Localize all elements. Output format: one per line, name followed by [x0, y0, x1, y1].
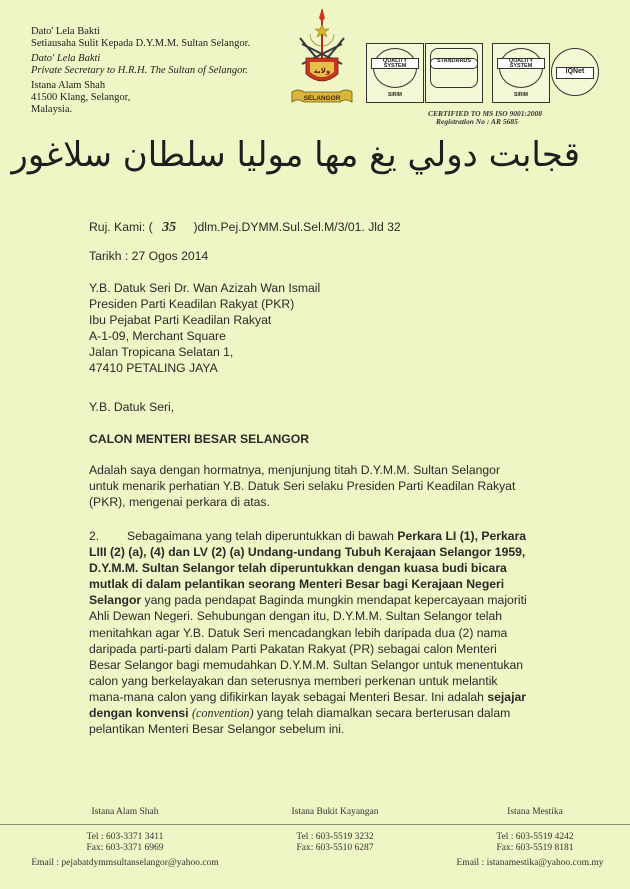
- paragraph-line: menitahkan agar Y.B. Datuk Seri mencadangkan lebih daripada dua (2) nama: [89, 625, 508, 640]
- sender-role-english: Private Secretary to H.R.H. The Sultan of Selangor.: [31, 65, 248, 76]
- cert-label: QUALITY SYSTEM: [497, 58, 545, 69]
- footer-email: Email : pejabatdymmsultanselangor@yahoo.com: [31, 858, 219, 868]
- reference-line: [89, 219, 401, 236]
- sender-address-line-3: Malaysia.: [31, 104, 73, 115]
- cert-iqnet-badge: [551, 48, 599, 96]
- paragraph-number: 2.: [89, 529, 100, 543]
- sender-title-english: Dato' Lela Bakti: [31, 53, 101, 64]
- reference-suffix: )dlm.Pej.DYMM.Sul.Sel.M/3/01. Jld 32: [193, 220, 401, 234]
- cert-note-iso: CERTIFIED TO MS ISO 9001:2008: [428, 109, 543, 118]
- text-run: yang telah diamalkan secara berterusan dalam: [253, 706, 511, 721]
- letter-subject: CALON MENTERI BESAR SELANGOR: [89, 432, 310, 446]
- text-run-bold: sejajar: [487, 689, 526, 704]
- footer-divider: [0, 824, 630, 825]
- footer-tel: Tel : 603-5519 4242: [496, 832, 574, 842]
- crest-script: ﻭﻻﻳﺔ: [313, 67, 331, 75]
- footer-palace-name: Istana Alam Shah: [91, 807, 159, 817]
- text-run: yang pada pendapat Baginda mungkin mendapat kepercayaan majoriti: [141, 593, 527, 608]
- footer-fax: Fax: 603-5519 8181: [496, 843, 574, 853]
- footer-fax: Fax: 603-5510 6287: [296, 843, 374, 853]
- reference-handwritten-number: 35: [162, 220, 177, 235]
- text-run-bold: Selangor: [89, 593, 142, 608]
- letter-date: Tarikh : 27 Ogos 2014: [89, 249, 209, 263]
- paragraph-line: D.Y.M.M. Sultan Selangor telah diperuntukkan dengan kuasa budi bicara: [89, 561, 507, 576]
- recipient-line: Ibu Pejabat Parti Keadilan Rakyat: [89, 313, 272, 327]
- recipient-line: 47410 PETALING JAYA: [89, 361, 218, 375]
- jawi-banner: قجابت دولي يغ مها موليا سلطان سلاغور: [11, 135, 580, 175]
- paragraph-line: Adalah saya dengan hormatnya, menjunjung titah D.Y.M.M. Sultan Selangor: [89, 463, 501, 477]
- recipient-line: Y.B. Datuk Seri Dr. Wan Azizah Wan Ismail: [89, 281, 321, 295]
- sender-title-malay: Dato' Lela Bakti: [31, 26, 100, 37]
- selangor-crest-logo: [288, 8, 356, 110]
- crest-motto: SELANGOR: [303, 95, 341, 102]
- cert-label: IQNet: [556, 67, 594, 79]
- paragraph-line: [89, 528, 527, 544]
- paragraph-line: (PKR), mengenai perkara di atas.: [89, 495, 270, 510]
- cert-label: QUALITY SYSTEM: [371, 58, 419, 69]
- footer-email: Email : istanamestika@yahoo.com.my: [456, 858, 604, 868]
- text-run: Sebagaimana yang telah diperuntukkan di bawah: [127, 529, 398, 543]
- salutation: Y.B. Datuk Seri,: [89, 400, 175, 414]
- paragraph-line: untuk menarik perhatian Y.B. Datuk Seri selaku Presiden Parti Keadilan Rakyat: [89, 479, 516, 494]
- paragraph-2: [89, 528, 527, 737]
- paragraph-line: Ahli Dewan Negeri. Sehubungan dengan itu, D.Y.M.M. Sultan Selangor telah: [89, 609, 503, 624]
- paragraph-line: [89, 592, 527, 608]
- recipient-line: Presiden Parti Keadilan Rakyat (PKR): [89, 297, 295, 311]
- paragraph-1: [89, 462, 515, 510]
- cert-note-registration: Registration No : AR 5685: [436, 117, 518, 126]
- paragraph-line: daripada parti-parti dalam Parti Pakatan Rakyat (PR) sebagai calon Menteri: [89, 641, 497, 656]
- cert-quality-system-badge: [366, 43, 424, 103]
- footer-tel: Tel : 603-5519 3232: [296, 832, 374, 842]
- text-run-bold: dengan konvensi: [89, 706, 189, 721]
- paragraph-line: pelantikan Menteri Besar Selangor sebelum ini.: [89, 722, 345, 737]
- paragraph-line: [89, 705, 527, 721]
- text-run: mana-mana calon yang difikirkan layak sebagai Menteri Besar. Ini adalah: [89, 689, 488, 704]
- text-run-bold: Perkara LI (1), Perkara: [397, 529, 527, 543]
- cert-standards-badge: [425, 43, 483, 103]
- paragraph-line: LIII (2) (a), (4) dan LV (2) (a) Undang-undang Tubuh Kerajaan Selangor 1959,: [89, 545, 526, 560]
- sender-role-malay: Setiausaha Sulit Kepada D.Y.M.M. Sultan Selangor.: [31, 38, 251, 49]
- sender-address-line-1: Istana Alam Shah: [31, 80, 106, 91]
- cert-mark: SIRIM: [514, 92, 528, 98]
- paragraph-line: [89, 689, 527, 705]
- text-run-italic: (convention): [191, 706, 254, 721]
- paragraph-line: calon yang berkelayakan dan seterusnya memberi perkenan untuk melantik: [89, 673, 498, 688]
- cert-quality-system-badge-2: [492, 43, 550, 103]
- sender-address-line-2: 41500 Klang, Selangor,: [31, 92, 131, 103]
- recipient-line: Jalan Tropicana Selatan 1,: [89, 345, 234, 359]
- footer-tel: Tel : 603-3371 3411: [86, 832, 164, 842]
- cert-mark: SIRIM: [388, 92, 402, 98]
- cert-label: STANDARDS: [430, 58, 478, 69]
- paragraph-line: Besar Selangor bagi memudahkan D.Y.M.M. Sultan Selangor untuk menentukan: [89, 657, 524, 672]
- footer-fax: Fax: 603-3371 6969: [86, 843, 164, 853]
- footer-palace-name: Istana Mestika: [507, 807, 563, 817]
- reference-prefix: Ruj. Kami: (: [89, 220, 153, 234]
- recipient-line: A-1-09, Merchant Square: [89, 329, 226, 343]
- footer-palace-name: Istana Bukit Kayangan: [291, 807, 379, 817]
- paragraph-line: mutlak di dalam pelantikan seorang Menteri Besar bagi Kerajaan Negeri: [89, 577, 505, 592]
